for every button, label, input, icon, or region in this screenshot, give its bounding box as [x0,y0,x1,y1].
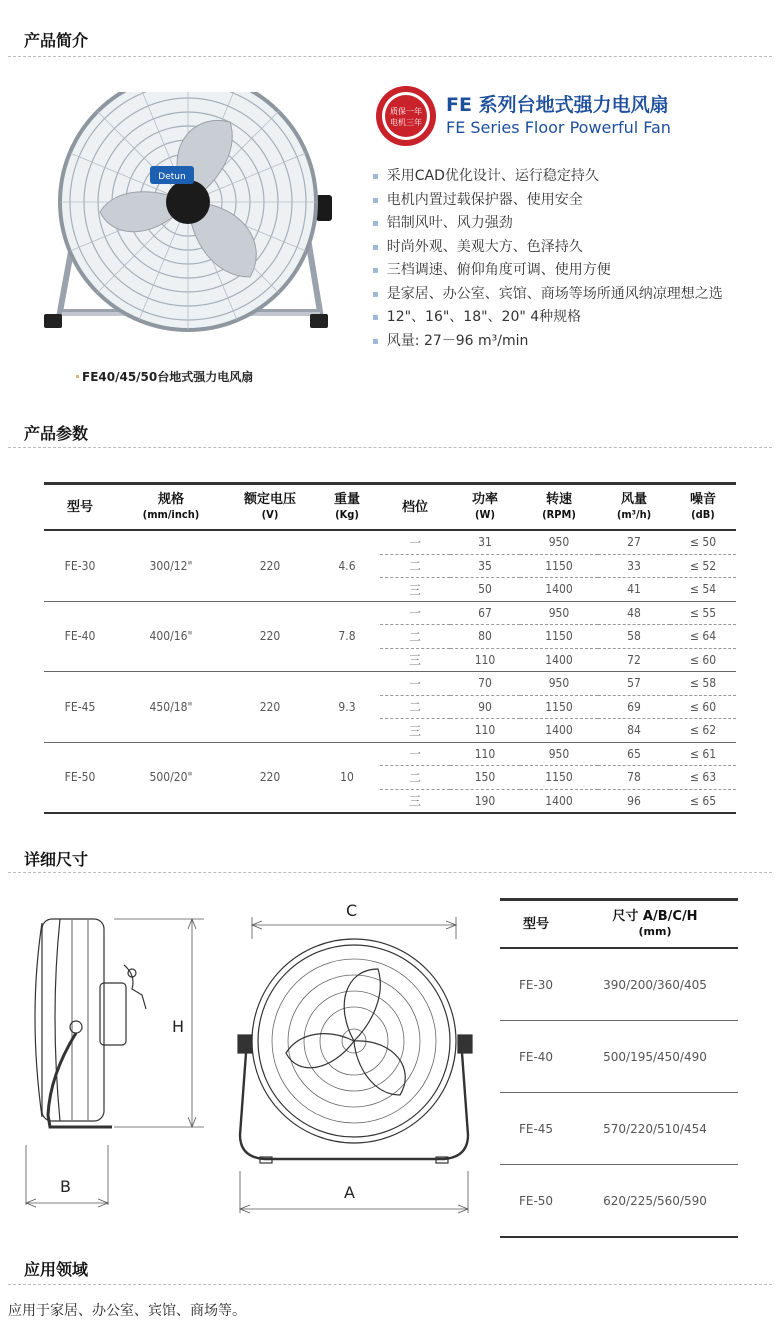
cell-power: 110 [450,719,520,743]
seal-text-2: 电机三年 [390,118,422,127]
product-title-cn: FE 系列台地式强力电风扇 [446,94,669,116]
cell-power: 67 [450,601,520,625]
photo-caption: FE40/45/50台地式强力电风扇 [82,370,254,384]
dimensions-header-row [500,900,738,949]
cell-gear: 一 [380,530,450,554]
brand-label: Detun [158,172,186,182]
cell-gear: 一 [380,742,450,766]
cell-rpm: 950 [520,530,598,554]
cell-gear: 三 [380,648,450,672]
cell-noise: ≤ 63 [670,766,736,790]
col-header-voltage: 额定电压 (V) [226,484,314,531]
cell-noise: ≤ 55 [670,601,736,625]
cell-spec: 400/16" [116,601,226,672]
section-divider [8,1284,772,1285]
dimension-label-b: B [60,1177,71,1196]
section-title-dimensions: 详细尺寸 [24,850,89,869]
cell-spec: 300/12" [116,530,226,601]
cell-power: 110 [450,648,520,672]
cell-voltage: 220 [226,672,314,743]
section-title-params: 产品参数 [24,424,89,443]
cell-model: FE-50 [500,1165,572,1238]
section-divider [8,872,772,873]
cell-noise: ≤ 52 [670,554,736,578]
cell-airflow: 57 [598,672,670,696]
cell-airflow: 72 [598,648,670,672]
warranty-seal-logo [374,84,438,148]
cell-gear: 三 [380,789,450,813]
cell-airflow: 84 [598,719,670,743]
cell-power: 70 [450,672,520,696]
cell-noise: ≤ 54 [670,578,736,602]
cell-model: FE-40 [500,1021,572,1093]
feature-item: ▪ 电机内置过载保护器、使用安全 [372,189,723,213]
cell-rpm: 950 [520,742,598,766]
params-table [44,482,736,814]
front-view-drawing [230,895,480,1215]
cell-gear: 二 [380,766,450,790]
cell-gear: 二 [380,695,450,719]
params-header-row [44,484,736,531]
cell-rpm: 950 [520,601,598,625]
cell-airflow: 58 [598,625,670,649]
cell-spec: 450/18" [116,672,226,743]
cell-airflow: 33 [598,554,670,578]
cell-noise: ≤ 62 [670,719,736,743]
cell-rpm: 1400 [520,789,598,813]
cell-voltage: 220 [226,530,314,601]
table-row [44,601,736,625]
table-row [44,530,736,554]
cell-power: 110 [450,742,520,766]
cell-weight: 4.6 [314,530,380,601]
cell-noise: ≤ 61 [670,742,736,766]
cell-airflow: 27 [598,530,670,554]
table-row [44,742,736,766]
section-divider [8,56,772,57]
cell-size: 620/225/560/590 [572,1165,738,1238]
table-row [500,948,738,1021]
feature-item: ▪ 12"、16"、18"、20" 4种规格 [372,306,723,330]
cell-model: FE-50 [44,742,116,813]
cell-airflow: 69 [598,695,670,719]
product-title-en: FE Series Floor Powerful Fan [446,118,671,137]
col-header-spec: 规格 (mm/inch) [116,484,226,531]
cell-airflow: 78 [598,766,670,790]
cell-rpm: 1400 [520,578,598,602]
feature-item: ▪ 是家居、办公室、宾馆、商场等场所通风纳凉理想之选 [372,283,723,307]
cell-rpm: 1150 [520,554,598,578]
cell-power: 35 [450,554,520,578]
cell-noise: ≤ 50 [670,530,736,554]
cell-size: 500/195/450/490 [572,1021,738,1093]
cell-rpm: 1150 [520,625,598,649]
feature-item: ▪ 三档调速、俯仰角度可调、使用方便 [372,259,723,283]
cell-gear: 一 [380,672,450,696]
cell-noise: ≤ 65 [670,789,736,813]
col-header-weight: 重量 (Kg) [314,484,380,531]
section-title-application: 应用领域 [24,1260,89,1279]
table-row [500,1093,738,1165]
col-header-gear: 档位 [380,484,450,531]
cell-model: FE-45 [500,1093,572,1165]
cell-power: 90 [450,695,520,719]
seal-text-1: 质保一年 [390,107,422,116]
dimension-label-a: A [344,1183,355,1202]
cell-model: FE-30 [500,948,572,1021]
col-header-model: 型号 [500,900,572,949]
cell-gear: 二 [380,554,450,578]
cell-airflow: 65 [598,742,670,766]
feature-item: ▪ 时尚外观、美观大方、色泽持久 [372,236,723,260]
cell-gear: 一 [380,601,450,625]
feature-list [372,165,723,353]
table-row [500,1165,738,1238]
col-header-noise: 噪音 (dB) [670,484,736,531]
cell-airflow: 48 [598,601,670,625]
cell-noise: ≤ 58 [670,672,736,696]
cell-voltage: 220 [226,742,314,813]
col-header-model: 型号 [44,484,116,531]
dimension-label-h: H [172,1017,185,1036]
side-view-drawing [20,905,220,1215]
cell-gear: 二 [380,625,450,649]
cell-rpm: 1400 [520,719,598,743]
cell-noise: ≤ 60 [670,695,736,719]
feature-item: ▪ 铝制风叶、风力强劲 [372,212,723,236]
cell-noise: ≤ 60 [670,648,736,672]
cell-voltage: 220 [226,601,314,672]
cell-gear: 三 [380,719,450,743]
cell-airflow: 41 [598,578,670,602]
cell-weight: 7.8 [314,601,380,672]
table-row [44,672,736,696]
cell-model: FE-45 [44,672,116,743]
col-header-rpm: 转速 (RPM) [520,484,598,531]
application-text: 应用于家居、办公室、宾馆、商场等。 [8,1303,246,1319]
cell-rpm: 1150 [520,766,598,790]
cell-power: 190 [450,789,520,813]
cell-size: 570/220/510/454 [572,1093,738,1165]
cell-gear: 三 [380,578,450,602]
cell-model: FE-40 [44,601,116,672]
col-header-size: 尺寸 A/B/C/H (mm) [572,900,738,949]
cell-rpm: 950 [520,672,598,696]
cell-airflow: 96 [598,789,670,813]
section-title-intro: 产品简介 [24,31,89,50]
col-header-power: 功率 (W) [450,484,520,531]
cell-power: 50 [450,578,520,602]
cell-noise: ≤ 64 [670,625,736,649]
cell-size: 390/200/360/405 [572,948,738,1021]
cell-rpm: 1150 [520,695,598,719]
cell-power: 80 [450,625,520,649]
feature-item: ▪ 采用CAD优化设计、运行稳定持久 [372,165,723,189]
cell-weight: 9.3 [314,672,380,743]
feature-item: ▪ 风量: 27－96 m³/min [372,330,723,354]
dimensions-table [500,898,738,1238]
caption-bullet [76,375,79,378]
cell-rpm: 1400 [520,648,598,672]
floor-fan-photo [40,92,340,352]
col-header-airflow: 风量 (m³/h) [598,484,670,531]
section-divider [8,447,772,448]
table-row [500,1021,738,1093]
cell-model: FE-30 [44,530,116,601]
cell-spec: 500/20" [116,742,226,813]
dimension-label-c: C [346,901,358,920]
cell-power: 150 [450,766,520,790]
cell-power: 31 [450,530,520,554]
cell-weight: 10 [314,742,380,813]
